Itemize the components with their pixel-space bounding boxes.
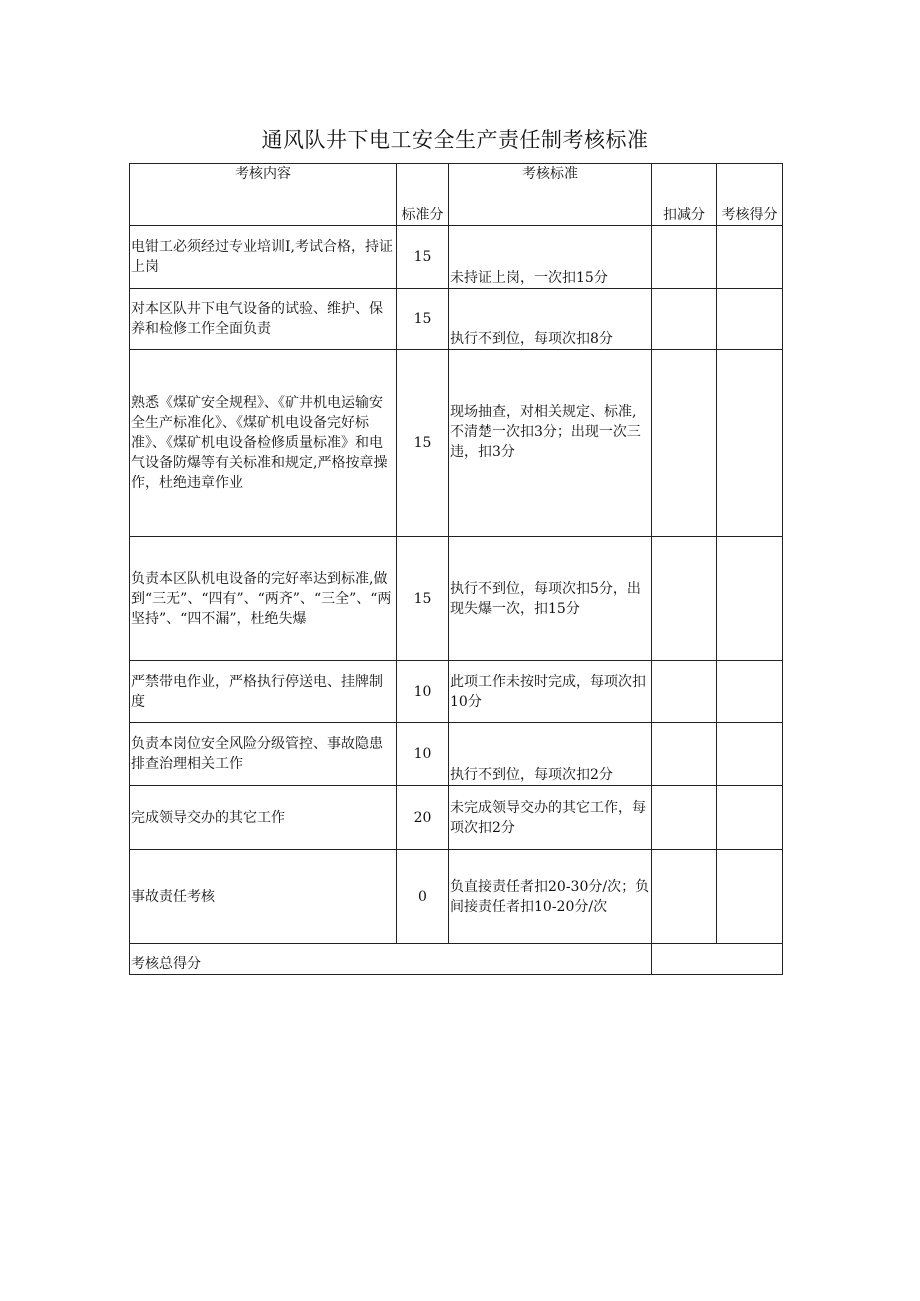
header-deduction: 扣减分 xyxy=(652,164,717,226)
row-content: 严禁带电作业，严格执行停送电、挂牌制度 xyxy=(130,661,397,723)
row-score: 10 xyxy=(397,723,449,786)
row-deduction-cell[interactable] xyxy=(652,661,717,723)
row-standard: 执行不到位，每项次扣8分 xyxy=(449,289,652,350)
table-row xyxy=(130,350,783,537)
row-standard: 未完成领导交办的其它工作，每项次扣2分 xyxy=(449,786,652,850)
table-header-row xyxy=(130,164,783,226)
row-content: 事故责任考核 xyxy=(130,850,397,944)
row-final-score-cell[interactable] xyxy=(717,786,783,850)
table-row xyxy=(130,289,783,350)
total-label: 考核总得分 xyxy=(130,944,652,975)
row-final-score-cell[interactable] xyxy=(717,350,783,537)
row-final-score-cell[interactable] xyxy=(717,289,783,350)
row-score: 15 xyxy=(397,289,449,350)
row-standard: 此项工作未按时完成，每项次扣10分 xyxy=(449,661,652,723)
row-final-score-cell[interactable] xyxy=(717,723,783,786)
row-deduction-cell[interactable] xyxy=(652,537,717,661)
row-deduction-cell[interactable] xyxy=(652,723,717,786)
row-final-score-cell[interactable] xyxy=(717,850,783,944)
table-row xyxy=(130,850,783,944)
row-score: 15 xyxy=(397,537,449,661)
table-row xyxy=(130,786,783,850)
row-content: 负责本区队机电设备的完好率达到标准,做到“三无”、“四有”、“两齐”、“三全”、“两坚持”、“四不漏”，杜绝失爆 xyxy=(130,537,397,661)
row-score: 10 xyxy=(397,661,449,723)
row-score: 15 xyxy=(397,350,449,537)
row-content: 电钳工必须经过专业培训Ⅰ,考试合格，持证上岗 xyxy=(130,226,397,289)
table-row xyxy=(130,226,783,289)
row-standard: 未持证上岗，一次扣15分 xyxy=(449,226,652,289)
row-final-score-cell[interactable] xyxy=(717,226,783,289)
header-standard: 考核标准 xyxy=(449,164,652,226)
page-title: 通风队井下电工安全生产责任制考核标准 xyxy=(261,128,649,152)
row-standard: 执行不到位，每项次扣5分，出现失爆一次，扣15分 xyxy=(449,537,652,661)
table-row xyxy=(130,537,783,661)
row-deduction-cell[interactable] xyxy=(652,350,717,537)
row-final-score-cell[interactable] xyxy=(717,661,783,723)
row-standard: 负直接责任者扣20-30分/次；负间接责任者扣10-20分/次 xyxy=(449,850,652,944)
row-deduction-cell[interactable] xyxy=(652,850,717,944)
row-standard: 现场抽查，对相关规定、标准,不清楚一次扣3分；出现一次三违，扣3分 xyxy=(449,350,652,537)
row-content: 负责本岗位安全风险分级管控、事故隐患排查治理相关工作 xyxy=(130,723,397,786)
row-content: 对本区队井下电气设备的试验、维护、保养和检修工作全面负责 xyxy=(130,289,397,350)
row-deduction-cell[interactable] xyxy=(652,289,717,350)
row-deduction-cell[interactable] xyxy=(652,226,717,289)
row-score: 20 xyxy=(397,786,449,850)
header-final-score: 考核得分 xyxy=(717,164,783,226)
assessment-table xyxy=(129,163,783,975)
row-content: 熟悉《煤矿安全规程》、《矿井机电运输安全生产标准化》、《煤矿机电设备完好标准》、《煤矿机电设备检修质量标准》和电气设备防爆等有关标准和规定,严格按章操作，杜绝违章作业 xyxy=(130,350,397,537)
row-content: 完成领导交办的其它工作 xyxy=(130,786,397,850)
total-score-cell[interactable] xyxy=(652,944,783,975)
header-score: 标准分 xyxy=(397,164,449,226)
header-content: 考核内容 xyxy=(130,164,397,226)
row-score: 15 xyxy=(397,226,449,289)
total-row xyxy=(130,944,783,975)
row-final-score-cell[interactable] xyxy=(717,537,783,661)
row-score: 0 xyxy=(397,850,449,944)
table-row xyxy=(130,661,783,723)
row-standard: 执行不到位，每项次扣2分 xyxy=(449,723,652,786)
row-deduction-cell[interactable] xyxy=(652,786,717,850)
table-row xyxy=(130,723,783,786)
